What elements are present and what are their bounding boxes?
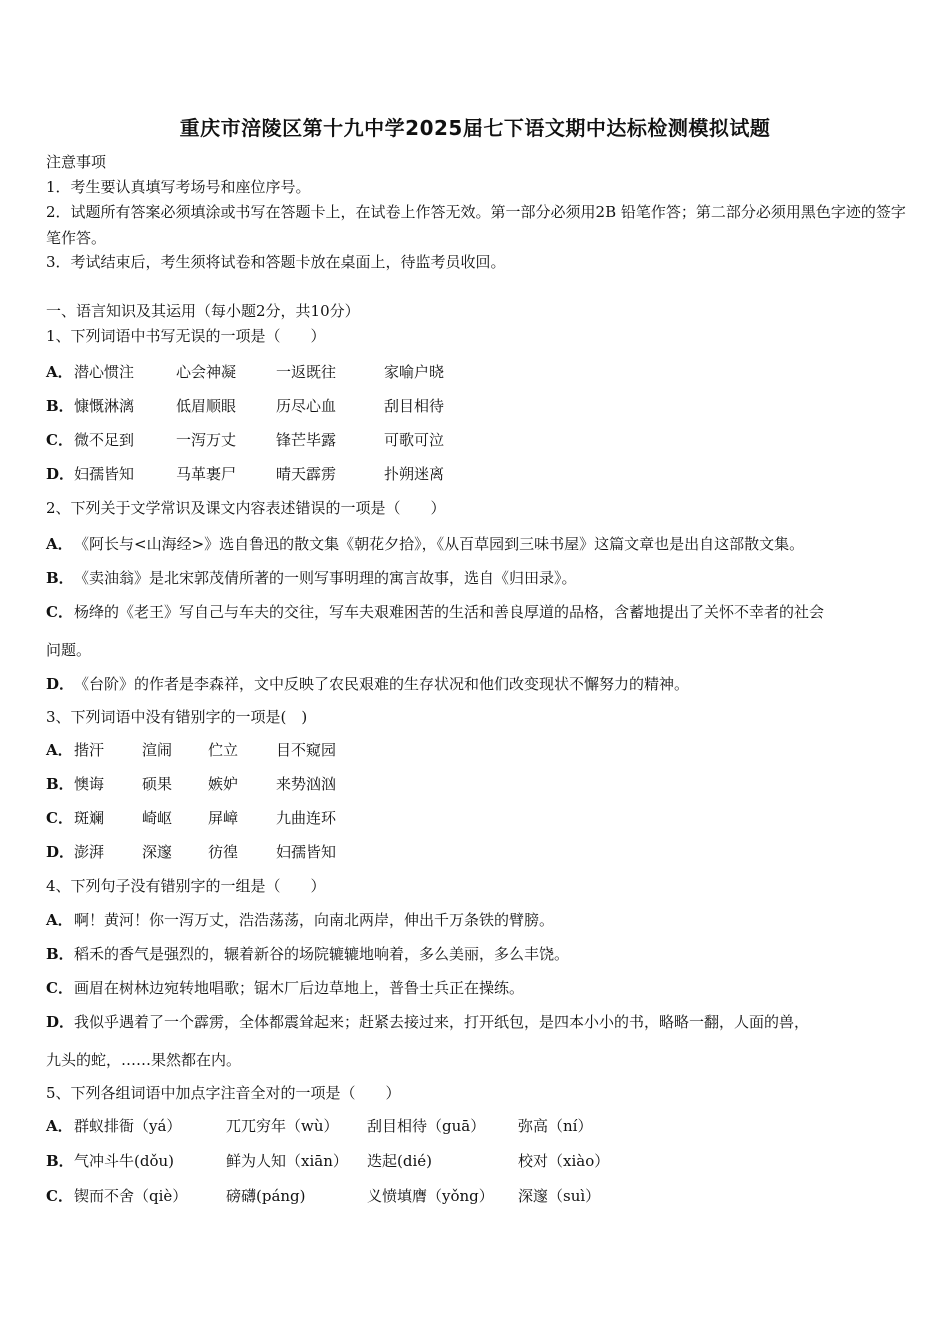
option-word: 扑朔迷离 bbox=[384, 465, 445, 483]
option-word: 慷慨淋漓 bbox=[74, 397, 135, 415]
option-text: 《阿长与<山海经>》选自鲁迅的散文集《朝花夕拾》，《从百草园到三味书屋》这篇文章也是出自这部散文集。 bbox=[74, 535, 805, 553]
option-label: D． bbox=[46, 843, 75, 861]
option-word: 可歌可泣 bbox=[384, 431, 445, 449]
notice-item: 1．考生要认真填写考场号和座位序号。 bbox=[46, 178, 311, 196]
option-word: 锲而不舍（qiè） bbox=[74, 1187, 188, 1205]
option-word: 刮目相待 bbox=[384, 397, 445, 415]
option-text: 画眉在树林边宛转地唱歌；锯木厂后边草地上，普鲁士兵正在操练。 bbox=[74, 979, 525, 997]
option-label: A． bbox=[46, 535, 73, 553]
option-word: 深邃 bbox=[142, 843, 173, 861]
option-word: 嫉妒 bbox=[208, 775, 239, 793]
option-label: C． bbox=[46, 1187, 73, 1205]
option-word: 锋芒毕露 bbox=[276, 431, 337, 449]
option-word: 心会神凝 bbox=[176, 363, 237, 381]
option-text: 《卖油翁》是北宋郭茂倩所著的一则写事明理的寓言故事，选自《归田录》。 bbox=[74, 569, 577, 587]
option-word: 义愤填膺（yǒng） bbox=[367, 1187, 494, 1205]
option-word: 历尽心血 bbox=[276, 397, 337, 415]
notice-item: 2．试题所有答案必须填涂或书写在答题卡上，在试卷上作答无效。第一部分必须用2B 铅笔作答；第二部分必须用黑色字迹的签字笔作答。 bbox=[46, 203, 906, 247]
option-word: 弥高（ní） bbox=[518, 1117, 593, 1135]
option-text: 我似乎遇着了一个霹雳，全体都震耸起来；赶紧去接过来，打开纸包，是四本小小的书，略略一翻，人面的兽， bbox=[74, 1013, 810, 1031]
option-label: B． bbox=[46, 945, 74, 963]
option-word: 磅礴(páng) bbox=[226, 1187, 306, 1205]
option-word: 鲜为人知（xiān） bbox=[226, 1152, 348, 1170]
option-word: 妇孺皆知 bbox=[74, 465, 135, 483]
section-heading: 一、语言知识及其运用（每小题2分，共10分） bbox=[46, 302, 360, 320]
page-title: 重庆市涪陵区第十九中学2025届七下语文期中达标检测模拟试题 bbox=[179, 116, 771, 140]
question-stem: 4、下列句子没有错别字的一组是（ ） bbox=[46, 877, 326, 895]
option-word: 一返既往 bbox=[276, 363, 337, 381]
option-word: 晴天霹雳 bbox=[276, 465, 337, 483]
option-word: 潜心惯注 bbox=[74, 363, 135, 381]
option-word: 校对（xiào） bbox=[518, 1152, 610, 1170]
option-word: 家喻户晓 bbox=[384, 363, 445, 381]
option-word: 来势汹汹 bbox=[276, 775, 337, 793]
option-word: 澎湃 bbox=[74, 843, 105, 861]
option-word: 揩汗 bbox=[74, 741, 105, 759]
option-label: D． bbox=[46, 465, 75, 483]
option-label: B． bbox=[46, 397, 74, 415]
option-word: 彷徨 bbox=[208, 843, 239, 861]
option-word: 硕果 bbox=[142, 775, 173, 793]
option-label: D． bbox=[46, 1013, 75, 1031]
option-word: 目不窥园 bbox=[276, 741, 337, 759]
notice-item: 3．考试结束后，考生须将试卷和答题卡放在桌面上，待监考员收回。 bbox=[46, 253, 506, 271]
option-word: 群蚁排衙（yá） bbox=[74, 1117, 182, 1135]
option-label: B． bbox=[46, 569, 74, 587]
option-label: C． bbox=[46, 603, 73, 621]
option-word: 屏嶂 bbox=[208, 809, 239, 827]
option-label: A． bbox=[46, 363, 73, 381]
option-word: 深邃（suì） bbox=[518, 1187, 601, 1205]
option-label: D． bbox=[46, 675, 75, 693]
option-label: C． bbox=[46, 979, 73, 997]
option-word: 懊诲 bbox=[74, 775, 105, 793]
option-word: 气冲斗牛(dǒu) bbox=[74, 1152, 174, 1170]
option-text-cont: 问题。 bbox=[46, 641, 92, 659]
option-text: 稻禾的香气是强烈的，辗着新谷的场院辘辘地响着，多么美丽，多么丰饶。 bbox=[74, 945, 570, 963]
option-label: A． bbox=[46, 1117, 73, 1135]
question-stem: 3、下列词语中没有错别字的一项是( ) bbox=[46, 708, 308, 726]
option-label: A． bbox=[46, 741, 73, 759]
option-word: 一泻万丈 bbox=[176, 431, 237, 449]
option-label: B． bbox=[46, 1152, 74, 1170]
option-text: 啊！黄河！你一泻万丈，浩浩荡荡，向南北两岸，伸出千万条铁的臂膀。 bbox=[74, 911, 555, 929]
option-word: 刮目相待（guā） bbox=[367, 1117, 486, 1135]
option-label: C． bbox=[46, 431, 73, 449]
option-text: 杨绛的《老王》写自己与车夫的交往，写车夫艰难困苦的生活和善良厚道的品格，含蓄地提出了关怀不幸者的社会 bbox=[74, 603, 825, 621]
option-text-cont: 九头的蛇，……果然都在内。 bbox=[46, 1051, 242, 1069]
question-stem: 2、下列关于文学常识及课文内容表述错误的一项是（ ） bbox=[46, 499, 446, 517]
question-stem: 1、下列词语中书写无误的一项是（ ） bbox=[46, 327, 326, 345]
option-word: 迭起(dié) bbox=[367, 1152, 432, 1170]
option-word: 兀兀穷年（wù） bbox=[226, 1117, 339, 1135]
notice-heading: 注意事项 bbox=[46, 153, 107, 171]
option-label: B． bbox=[46, 775, 74, 793]
question-stem: 5、下列各组词语中加点字注音全对的一项是（ ） bbox=[46, 1084, 401, 1102]
option-word: 渲闹 bbox=[142, 741, 173, 759]
option-word: 九曲连环 bbox=[276, 809, 337, 827]
option-word: 低眉顺眼 bbox=[176, 397, 237, 415]
option-word: 马革裹尸 bbox=[176, 465, 237, 483]
option-word: 伫立 bbox=[208, 741, 239, 759]
option-label: A． bbox=[46, 911, 73, 929]
option-text: 《台阶》的作者是李森祥，文中反映了农民艰难的生存状况和他们改变现状不懈努力的精神。 bbox=[74, 675, 690, 693]
option-label: C． bbox=[46, 809, 73, 827]
option-word: 斑斓 bbox=[74, 809, 105, 827]
option-word: 微不足到 bbox=[74, 431, 135, 449]
option-word: 妇孺皆知 bbox=[276, 843, 337, 861]
option-word: 崎岖 bbox=[142, 809, 173, 827]
